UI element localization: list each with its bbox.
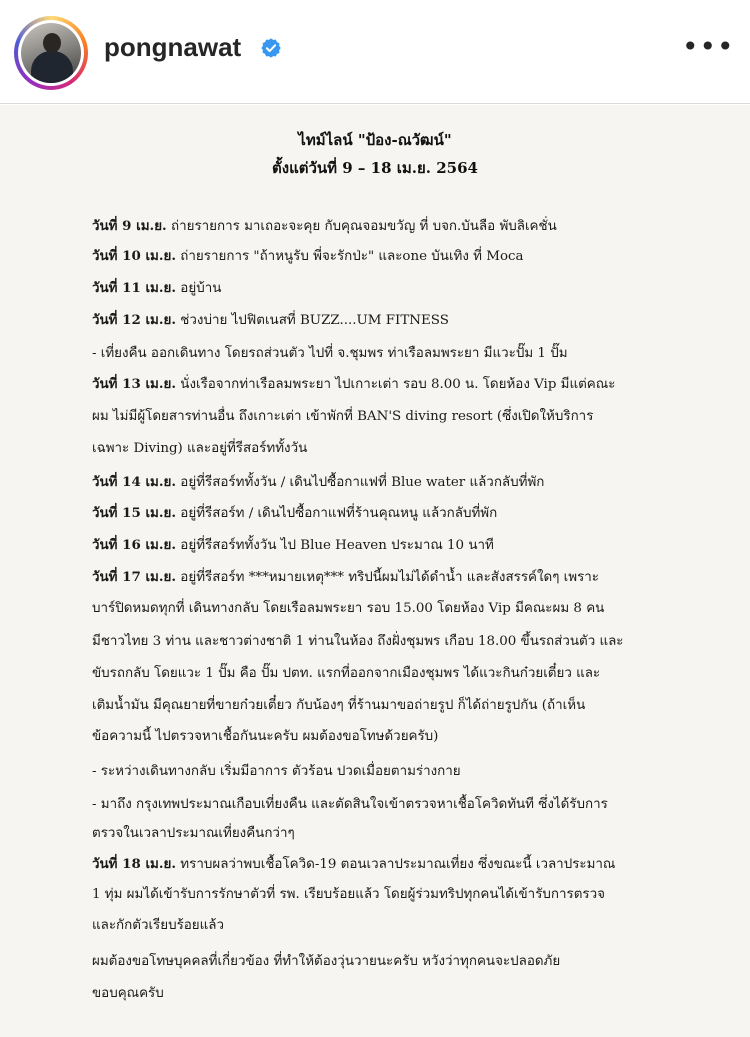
document-line: [92, 277, 221, 298]
line-text: อยู่ที่รีสอร์ททั้งวัน ไป Blue Heaven ประมาณ 10 นาที: [176, 538, 494, 553]
date-label: วันที่ 9 เม.ย.: [92, 218, 167, 234]
avatar-figure-head: [43, 33, 61, 53]
line-text: นั่งเรือจากท่าเรือลมพระยา ไปเกาะเต่า รอบ 8.00 น. โดยห้อง Vip มีแต่คณะ: [176, 377, 616, 392]
document-line: [92, 534, 494, 555]
post-image-document: [0, 105, 750, 1037]
date-label: วันที่ 18 เม.ย.: [92, 856, 177, 872]
document-subtitle: ตั้งแต่วันที่ 9 – 18 เม.ย. 2564: [272, 159, 478, 177]
date-label: วันที่ 15 เม.ย.: [92, 505, 177, 521]
date-label: วันที่ 14 เม.ย.: [92, 474, 177, 490]
username[interactable]: pongnawat: [104, 32, 242, 62]
document-title: ไทม์ไลน์ "ป้อง-ณวัฒน์": [298, 131, 452, 149]
line-text: ผมต้องขอโทษบุคคลที่เกี่ยวข้อง ที่ทำให้ต้องวุ่นวายนะครับ หวังว่าทุกคนจะปลอดภัย: [92, 954, 561, 969]
line-text: และกักตัวเรียบร้อยแล้ว: [92, 918, 225, 933]
line-text: 1 ทุ่ม ผมได้เข้ารับการรักษาตัวที่ รพ. เรียบร้อยแล้ว โดยผู้ร่วมทริปทุกคนได้เข้ารับการตรวจ: [92, 887, 605, 902]
date-label: วันที่ 17 เม.ย.: [92, 569, 177, 585]
avatar-figure-body: [31, 51, 73, 83]
line-text: ถ่ายรายการ มาเถอะจะคุย กับคุณจอมขวัญ ที่ บจก.บันลือ พับลิเคชั่น: [166, 219, 557, 234]
line-text: บาร์ปิดหมดทุกที่ เดินทางกลับ โดยเรือลมพระยา รอบ 15.00 โดยห้อง Vip มีคณะผม 8 คน: [92, 601, 605, 616]
date-label: วันที่ 13 เม.ย.: [92, 376, 177, 392]
line-text: - เที่ยงคืน ออกเดินทาง โดยรถส่วนตัว ไปที่ จ.ชุมพร ท่าเรือลมพระยา มีแวะปั๊ม 1 ปั๊ม: [92, 346, 568, 361]
avatar[interactable]: [14, 16, 88, 90]
line-text: อยู่ที่รีสอร์ททั้งวัน / เดินไปซื้อกาแฟที่ Blue water แล้วกลับที่พัก: [176, 475, 545, 490]
verified-badge-icon: [260, 37, 282, 59]
avatar-photo: [21, 23, 81, 83]
document-line: [92, 437, 307, 458]
date-label: วันที่ 12 เม.ย.: [92, 312, 177, 328]
document-line: [92, 883, 605, 904]
line-text: มีชาวไทย 3 ท่าน และชาวต่างชาติ 1 ท่านในห้อง ถึงฝั่งชุมพร เกือบ 18.00 ขึ้นรถส่วนตัว และ: [92, 634, 624, 649]
line-text: ช่วงบ่าย ไปฟิตเนสที่ BUZZ....UM FITNESS: [176, 313, 449, 328]
document-line: [92, 215, 557, 236]
line-text: ถ่ายรายการ "ถ้าหนูรับ พี่จะรักป่ะ" และone บันเทิง ที่ Moca: [176, 249, 524, 264]
post-header: [0, 0, 750, 104]
document-line: [92, 405, 593, 426]
document-line: [92, 373, 615, 394]
line-text: อยู่ที่รีสอร์ท ***หมายเหตุ*** ทริปนี้ผมไม่ได้ดำน้ำ และสังสรรค์ใดๆ เพราะ: [176, 570, 599, 585]
document-line: [92, 566, 599, 587]
document-line: [92, 694, 585, 715]
line-text: - มาถึง กรุงเทพประมาณเกือบเที่ยงคืน และตัดสินใจเข้าตรวจหาเชื้อโควิดทันที ซึ่งได้รับการ: [92, 797, 608, 812]
line-text: - ระหว่างเดินทางกลับ เริ่มมีอาการ ตัวร้อน ปวดเมื่อยตามร่างกาย: [92, 764, 461, 779]
document-line: [92, 630, 624, 651]
date-label: วันที่ 11 เม.ย.: [92, 280, 177, 296]
line-text: ผม ไม่มีผู้โดยสารท่านอื่น ถึงเกาะเต่า เข้าพักที่ BAN'S diving resort (ซึ่งเปิดให้บริการ: [92, 409, 594, 424]
document-line: [92, 793, 608, 814]
document-line: [92, 597, 604, 618]
line-text: ขอบคุณครับ: [92, 986, 164, 1001]
document-line: [92, 342, 568, 363]
line-text: ตรวจในเวลาประมาณเที่ยงคืนกว่าๆ: [92, 826, 295, 841]
line-text: อยู่ที่รีสอร์ท / เดินไปซื้อกาแฟที่ร้านคุณหนู แล้วกลับที่พัก: [176, 506, 498, 521]
line-text: ขับรถกลับ โดยแวะ 1 ปั๊ม คือ ปั๊ม ปตท. แรกที่ออกจากเมืองชุมพร ได้แวะกินก๋วยเตี๋ยว และ: [92, 666, 601, 681]
document-line: [92, 982, 164, 1003]
line-text: เติมน้ำมัน มีคุณยายที่ขายก๋วยเตี๋ยว กับน้องๆ ที่ร้านมาขอถ่ายรูป ก็ได้ถ่ายรูปกัน (ถ้าเห็น: [92, 698, 586, 713]
line-text: เฉพาะ Diving) และอยู่ที่รีสอร์ททั้งวัน: [92, 441, 308, 456]
line-text: ทราบผลว่าพบเชื้อโควิด-19 ตอนเวลาประมาณเที่ยง ซึ่งขณะนี้ เวลาประมาณ: [176, 857, 616, 872]
line-text: อยู่บ้าน: [176, 281, 222, 296]
date-label: วันที่ 10 เม.ย.: [92, 248, 177, 264]
document-line: [92, 725, 438, 746]
document-line: [92, 502, 497, 523]
document-line: [92, 245, 523, 266]
more-options-icon[interactable]: •••: [682, 30, 735, 63]
document-line: [92, 853, 615, 874]
line-text: ข้อความนี้ ไปตรวจหาเชื้อกันนะครับ ผมต้องขอโทษด้วยครับ): [92, 729, 439, 744]
date-label: วันที่ 16 เม.ย.: [92, 537, 177, 553]
document-line: [92, 914, 224, 935]
document-line: [92, 760, 461, 781]
document-line: [92, 822, 295, 843]
document-line: [92, 471, 544, 492]
document-line: [92, 309, 449, 330]
avatar-frame: [18, 20, 84, 86]
document-line: [92, 662, 600, 683]
document-line: [92, 950, 560, 971]
